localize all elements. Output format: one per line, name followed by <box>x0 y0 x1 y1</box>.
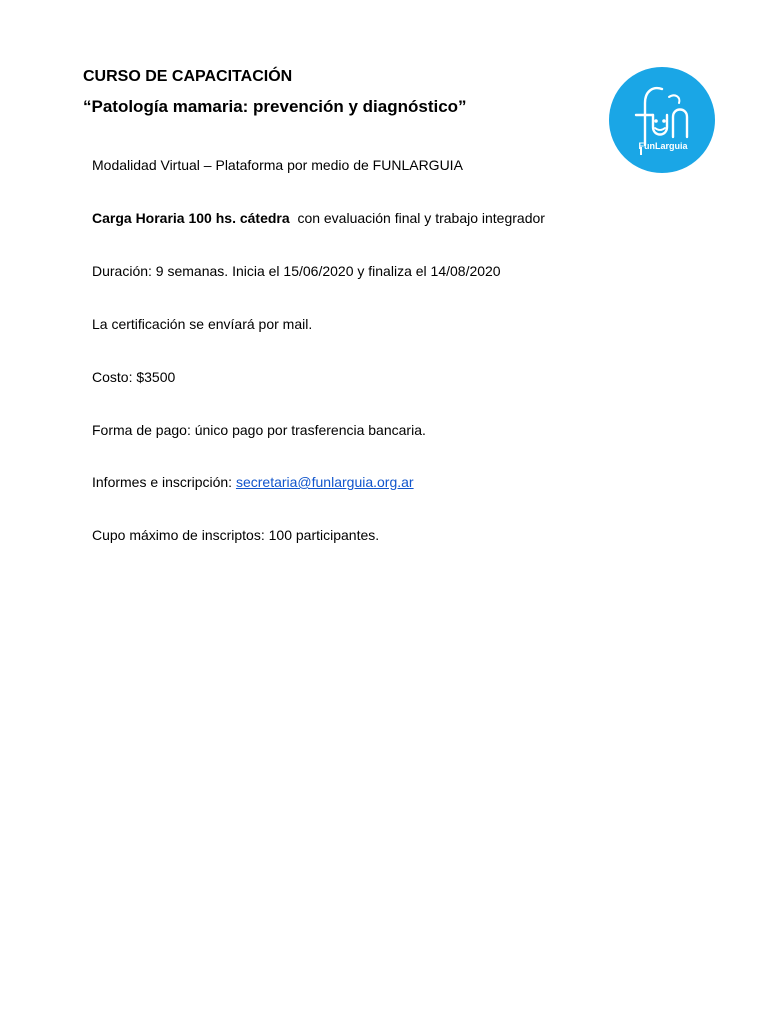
costo-line: Costo: $3500 <box>92 369 176 385</box>
informes-label: Informes e inscripción: <box>92 474 233 490</box>
funlarguia-logo-text <box>609 67 715 173</box>
certificacion-line: La certificación se envíará por mail. <box>92 316 313 332</box>
course-title: CURSO DE CAPACITACIÓN <box>83 68 293 85</box>
duracion-line: Duración: 9 semanas. Inicia el 15/06/2020 y finaliza el 14/08/2020 <box>92 263 501 279</box>
forma-pago-line: Forma de pago: único pago por trasferencia bancaria. <box>92 422 426 438</box>
carga-horaria-line <box>92 210 545 226</box>
funlarguia-logo <box>609 67 715 173</box>
modalidad-line: Modalidad Virtual – Plataforma por medio de FUNLARGUIA <box>92 157 463 173</box>
cupo-line: Cupo máximo de inscriptos: 100 participantes. <box>92 527 380 543</box>
carga-horaria-rest: con evaluación final y trabajo integrador <box>297 210 545 226</box>
carga-horaria-bold: Carga Horaria 100 hs. cátedra <box>92 210 290 226</box>
informes-line <box>92 474 414 490</box>
contact-email-link[interactable]: secretaria@funlarguia.org.ar <box>235 474 414 490</box>
logo-wordmark: FunLarguia <box>638 141 688 151</box>
course-subtitle: “Patología mamaria: prevención y diagnóstico” <box>83 97 467 116</box>
